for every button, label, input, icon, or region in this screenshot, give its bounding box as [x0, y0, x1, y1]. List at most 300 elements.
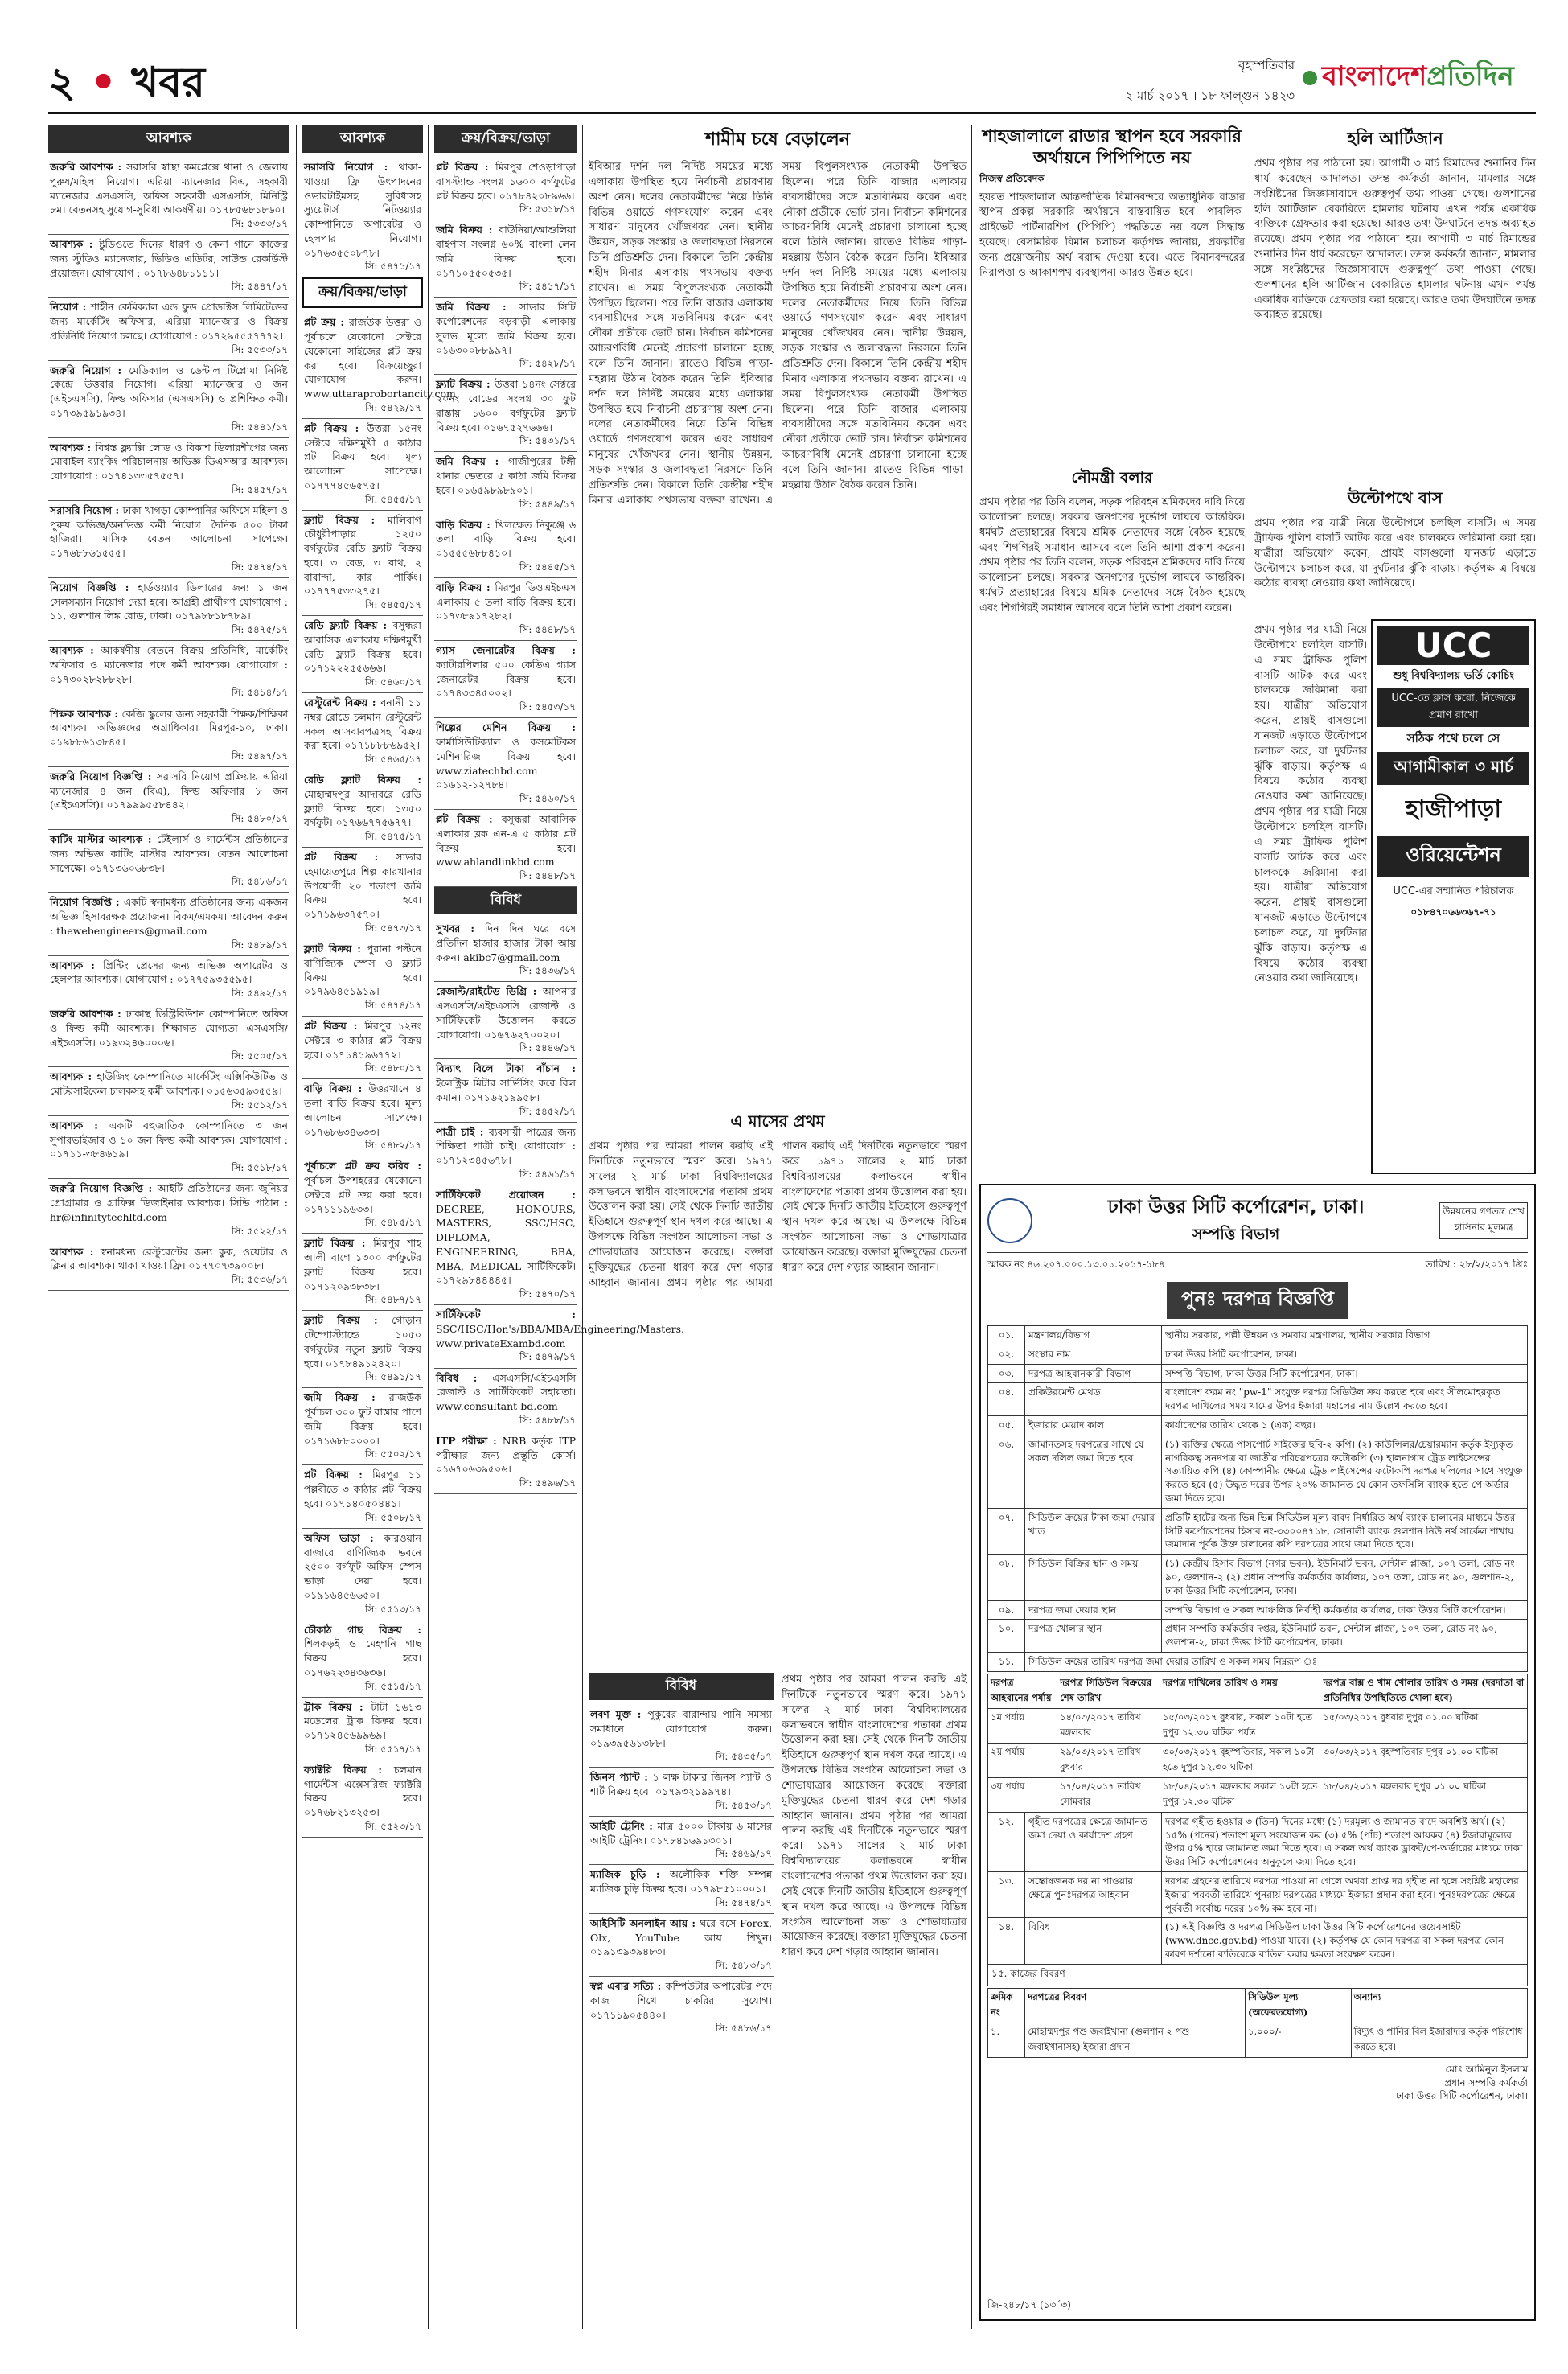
ad-code: সি: ৫৪৬১/১৭	[519, 1168, 576, 1180]
ad-lead: বাড়ি বিক্রয় :	[304, 1082, 369, 1095]
ad-lead: আইসিটি অনলাইন আয় :	[590, 1916, 700, 1929]
classified-column-1	[48, 125, 289, 2329]
ad-lead: নিয়োগ বিজ্ঞপ্তি :	[50, 896, 124, 909]
ad-code: সি: ৫৪৭৪/১৭	[364, 1000, 421, 1011]
ad-text: বাউনিয়া/আশুলিয়া বাইপাস সংলগ্ন ৬০% বাংলা লেন জমি বিক্রয় হবে। ০১৭১০৫৫০৫৩৫।	[436, 224, 576, 279]
masthead-day: বৃহস্পতিবার	[1238, 58, 1295, 72]
ad-lead: জিনস প্যান্ট :	[590, 1771, 653, 1784]
ad-lead: রেস্টুরেন্ট বিক্রয় :	[304, 696, 381, 709]
section-header: ক্রয়/বিক্রয়/ভাড়া	[302, 277, 423, 308]
memo-number: স্মারক নং ৪৬.২০৭.০০০.১৩.০১.২০১৭-১৮৪	[987, 1259, 1165, 1270]
classified-ad	[48, 1067, 289, 1116]
ad-code: সি: ৫৫১৭/১৭	[364, 1743, 421, 1755]
ad-lead: আবশ্যক :	[50, 441, 96, 454]
news-first	[589, 1110, 967, 1665]
ad-text: মেডিক্যাল ও ডেন্টাল টিপ্লোমা নির্দিষ্ট কেন্দ্রে উত্তরার নিয়োগ। এরিয়া ম্যানেজার ও জন (এইচএসসি), ফিল্ড অফিসার (এসএসসি) ও প্রশিক্ষিত কর্মী। ০১৭৩৯৫৯১৯৩৪।	[50, 363, 288, 419]
ad-code: সি: ৫৪৭৫/১৭	[364, 831, 421, 843]
news-lead	[589, 125, 967, 1099]
article-body: প্রথম পৃষ্ঠার পর যাত্রী নিয়ে উল্টোপথে চলছিল বাসটি। এ সময় ট্রাফিক পুলিশ বাসটি আটক করে এবং চালককে জরিমানা করা হয়। যাত্রীরা অভিযোগ করেন, প্রায়ই বাসগুলো যানজট এড়াতে উল্টোপথে চলাচল করে, যা দুর্ঘটনার ঝুঁকি বাড়ায়। কর্তৃপক্ষ এ বিষয়ে কঠোর ব্যবস্থা নেওয়ার কথা জানিয়েছে। প্রথম পৃষ্ঠার পর যাত্রী নিয়ে উল্টোপথে চলছিল বাসটি। এ সময় ট্রাফিক পুলিশ বাসটি আটক করে এবং চালককে জরিমানা করা হয়। যাত্রীরা অভিযোগ করেন, প্রায়ই বাসগুলো যানজট এড়াতে উল্টোপথে চলাচল করে, যা দুর্ঘটনার ঝুঁকি বাড়ায়। কর্তৃপক্ষ এ বিষয়ে কঠোর ব্যবস্থা নেওয়ার কথা জানিয়েছে।	[1254, 624, 1367, 985]
ad-lead: আবশ্যক :	[50, 1119, 109, 1132]
ad-lead: জরুরি নিয়োগ :	[50, 363, 129, 376]
ad-code: সি: ৫৪৮০/১৭	[231, 813, 288, 825]
table-header-row: ক্রমিক নং দরপত্রের বিবরণ সিডিউল মূল্য (অফেরতযোগ্য) অন্যান্য	[988, 1988, 1528, 2023]
ad-text: NRB কর্তৃক ITP পরীক্ষার জন্য প্রস্তুতি কোর্স। ০১৬৭০৬৩৯৫০৬।	[436, 1434, 576, 1476]
classified-ad	[302, 1465, 423, 1528]
ad-code: সি: ৫৪৭৯/১৭	[519, 1351, 576, 1363]
ad-text: পুরানা পল্টনে বাণিজ্যিক স্পেস ও ফ্ল্যাট বিক্রয় হবে। ০১৭৯৬৪৫১৯১৯।	[304, 943, 421, 998]
ad-lead: জমি বিক্রয় :	[436, 455, 509, 468]
table-row: ৩য় পর্যায় ১৭/০৪/২০১৭ তারিখ সোমবার ১৮/০৪/২০১৭ মঙ্গলবার সকাল ১০টা হতে দুপুর ১২.৩০ ঘটিকা ১৮/০৪/২০১৭ মঙ্গলবার দুপুর ০১.০০ ঘটিকা	[988, 1777, 1528, 1812]
tender-row: ১০. দরপত্র খোলার স্থান প্রধান সম্পত্তি কর্মকর্তার দপ্তর, ইউনিমার্ট ভবন, সেন্টাল প্লাজা, ১০৭ তলা, রোড নং ৯০, গুলশান-২, ঢাকা উত্তর সিটি কর্পোরেশন, ঢাকা।	[988, 1620, 1528, 1653]
news-first-continued	[782, 1673, 967, 2316]
ad-lead: জরুরি নিয়োগ বিজ্ঞপ্তি :	[50, 1182, 158, 1195]
ad-lead: লবণ মুক্ত :	[590, 1708, 648, 1720]
ad-text: মিরপুর ডিওএইচএস এলাকায় ৫ তলা বাড়ি বিক্রয় হবে। ০১৭৩৮৯১৭২৮২।	[436, 581, 576, 622]
ad-text: গোড়ান টেম্পোস্ট্যান্ডে ১০৫০ বর্গফুটের নতুন ফ্ল্যাট বিক্রয় হবে। ০১৭৮৪৯১২৪২০।	[304, 1314, 421, 1370]
ad-lead: জরুরি আবশ্যক :	[50, 1008, 126, 1021]
classified-ad	[48, 641, 289, 704]
ad-text: প্রিন্টিং প্রেসের জন্য অভিজ্ঞ অপারেটর ও হেলপার আবশ্যক। যোগাযোগ : ০১৭৭৫৯৩৫৫৯৫।	[50, 959, 288, 986]
ad-text: এসএসসি/এইচএসসি রেজাল্ট ও সার্টিফিকেট সহায়তা। www.consultant-bd.com	[436, 1371, 576, 1412]
ad-lead: সরাসরি নিয়োগ :	[50, 503, 123, 516]
ad-lead: পাত্রী চাই :	[436, 1125, 489, 1138]
ad-code: সি: ৫৪২৯/১৭	[364, 401, 421, 413]
article-body: প্রথম পৃষ্ঠার পর আমরা পালন করছি এই দিনটিকে নতুনভাবে স্মরণ করে। ১৯৭১ সালের ২ মার্চ ঢাকা বিশ্ববিদ্যালয়ের কলাভবনে স্বাধীন বাংলাদেশের পতাকা প্রথম উত্তোলন করা হয়। সেই থেকে দিনটি জাতীয় ইতিহাসে গুরুত্বপূর্ণ স্থান দখল করে আছে। এ উপলক্ষে বিভিন্ন সংগঠন আলোচনা সভা ও শোভাযাত্রার আয়োজন করেছে। বক্তারা মুক্তিযুদ্ধের চেতনা ধারণ করে দেশ গড়ার আহ্বান জানান। প্রথম পৃষ্ঠার পর আমরা পালন করছি এই দিনটিকে নতুনভাবে স্মরণ করে। ১৯৭১ সালের ২ মার্চ ঢাকা বিশ্ববিদ্যালয়ের কলাভবনে স্বাধীন বাংলাদেশের পতাকা প্রথম উত্তোলন করা হয়। সেই থেকে দিনটি জাতীয় ইতিহাসে গুরুত্বপূর্ণ স্থান দখল করে আছে। এ উপলক্ষে বিভিন্ন সংগঠন আলোচনা সভা ও শোভাযাত্রার আয়োজন করেছে। বক্তারা মুক্তিযুদ্ধের চেতনা ধারণ করে দেশ গড়ার আহ্বান জানান।	[782, 1674, 967, 1959]
classified-ad	[302, 616, 423, 693]
ad-text: টেইলার্স ও গার্মেন্টস প্রতিষ্ঠানের জন্য অভিজ্ঞ কাটিং মাস্টার আবশ্যক। বেতন আলোচনা সাপেক্ষে। ০১৭১৩৬০৬৮৩৮।	[50, 833, 288, 874]
classified-ad	[302, 158, 423, 277]
article-body: হযরত শাহজালাল আন্তর্জাতিক বিমানবন্দরে অত্যাধুনিক রাডার স্থাপন প্রকল্প সরকারি অর্থায়নে বাস্তবায়িত হবে। পাবলিক-প্রাইভেট পার্টনারশিপ (পিপিপি) পদ্ধতিতে নয় বলে সিদ্ধান্ত হয়েছে। বেসামরিক বিমান চলাচল কর্তৃপক্ষ জানায়, প্রকল্পটির জন্য প্রয়োজনীয় অর্থ বরাদ্দ দেওয়া হবে। এতে বিমানবন্দরের নিরাপত্তা ও আকাশপথ ব্যবস্থাপনা আরও উন্নত হবে।	[979, 191, 1245, 279]
classified-ad	[434, 515, 577, 578]
ad-text: দিন দিন ঘরে বসে প্রতিদিন হাজার হাজার টাকা আয় করুন। akibc7@gmail.com	[436, 922, 576, 963]
classified-ad	[434, 810, 577, 887]
ad-text: একটি বহুজাতিক কোম্পানিতে ৩ জন সুপারভাইজার ও ১০ জন ফিল্ড কর্মী আবশ্যক। যোগাযোগ : ০১৭১১-৩৮৪৬১৯।	[50, 1119, 289, 1160]
table-header-row: দরপত্র আহবানের পর্যায় দরপত্র সিডিউল বিক্রয়ের শেষ তারিখ দরপত্র দাখিলের তারিখ ও সময় দরপত্র বাক্স ও খাম খোলার তারিখ ও সময় (দরদাতা বা প্রতিনিধির উপস্থিতিতে খোলা হবে)	[988, 1674, 1528, 1708]
classified-ad	[434, 1059, 577, 1122]
ad-text: বনানী ১১ নম্বর রোডে চলমান রেস্টুরেন্ট সকল আসবাবপত্রসহ বিক্রয় করা হবে। ০১৭১৮৮৮৬৯৫২।	[304, 696, 422, 752]
ad-text: মোহাম্মদপুর আদাবরে রেডি ফ্ল্যাট বিক্রয় হবে। ১৩৫০ বর্গফুট। ০১৭৬৬৭৭৫৬৭৭।	[304, 787, 421, 829]
ad-code: সি: ৫৪৮৭/১৭	[364, 1294, 421, 1306]
headline: এ মাসের প্রথম	[730, 1111, 825, 1131]
tender-row: ১২. গৃহীত দরপত্রের ক্ষেত্রে জামানত জমা দেয়া ও কার্যাদেশ গ্রহণ দরপত্র গৃহীত হওয়ার ৩ (তিন) দিনের মধ্যে (১) দরমূল্য ও জামানত বাদে অবশিষ্ট অর্থ। (২) ১৫% (পনের) শতাংশ মূল্য সংযোজন কর (৩) ৫% (পাঁচ) শতাংশ আয়কর (৪) ইজারামূল্যের উপর ৫% হারে জামানত জমা দিতে হবে। এ সকল অর্থ ব্যাংক ড্রাফট/পে-অর্ডারের মাধ্যমে ঢাকা উত্তর সিটি কর্পোরেশনের অনুকূলে জমা দিতে হবে।	[988, 1812, 1528, 1871]
classified-ad	[302, 1760, 423, 1838]
classified-ad	[434, 298, 577, 375]
ad-lead: রেডি ফ্ল্যাট বিক্রয় :	[304, 619, 393, 632]
section-header: বিবিধ	[589, 1673, 774, 1700]
ad-lead: ফ্যাক্টরি বিক্রয় :	[304, 1763, 394, 1776]
ad-lead: আবশ্যক :	[50, 959, 103, 971]
ad-code: সি: ৫৪৫৫/১৭	[365, 493, 421, 505]
ad-code: সি: ৫৪৯১/১৭	[365, 1371, 421, 1383]
tender-table	[987, 1325, 1528, 1653]
ad-code: সি: ৫৪৩৬/১৭	[519, 965, 576, 977]
table-row: ১ম পর্যায় ১৪/০৩/২০১৭ তারিখ মঙ্গলবার ১৫/০৩/২০১৭ বুধবার, সকাল ১০টা হতে দুপুর ১২.৩০ ঘটিকা পর্যন্ত ১৫/০৩/২০১৭ বুধবার দুপুর ০১.০০ ঘটিকা	[988, 1708, 1528, 1743]
ad-lead: ITP পরীক্ষা :	[436, 1434, 503, 1447]
tender-row: ১৩. সন্তোষজনক দর না পাওয়ার ক্ষেত্রে পুনঃদরপত্র আহবান দরপত্র গ্রহণের তারিখে দরপত্র পাওয়া না গেলে অথবা প্রাপ্ত দর গৃহীত না হলে সংশ্লিষ্ট মহালের ইজারা পরবর্তী তারিখে পুনরায় দরপত্রের মাধ্যমে ইজারা প্রদান করা হবে। পুনঃদরপত্রের ক্ষেত্রে পূর্ববর্তী সর্বোচ্চ দরের ১০% কম হবে না।	[988, 1871, 1528, 1917]
ad-code: সি: ৫৫১৩/১৭	[364, 1603, 421, 1615]
ad-code: সি: ৫৪৮৩/১৭	[715, 1960, 772, 1972]
ad-lead: আইটি ট্রেনিং :	[590, 1819, 658, 1832]
classified-ad	[302, 1234, 423, 1311]
ad-code: সি: ৫৪৮০/১৭	[364, 1062, 421, 1074]
classified-ad	[434, 1123, 577, 1185]
classified-ad	[302, 1620, 423, 1698]
news-holi	[1254, 125, 1536, 479]
table-row: ২য় পর্যায় ২৯/০৩/২০১৭ তারিখ বুধবার ৩০/০৩/২০১৭ বৃহস্পতিবার, সকাল ১০টা হতে দুপুর ১২.৩০ ঘটিকা ৩০/০৩/২০১৭ বৃহস্পতিবার দুপুর ০১.০০ ঘটিকা	[988, 1743, 1528, 1777]
ad-code: সি: ৫৪৪১/১৭	[232, 421, 288, 433]
ad-code: সি: ৫৪৮৫/১৭	[365, 1217, 421, 1229]
ad-text: গাজীপুরের টঙ্গী থানার ভেতরে ৫ কাঠা জমি বিক্রয় হবে। ০১৬৫৯৮৯৮৯০১।	[436, 455, 576, 496]
tender-notice: ঢাকা উত্তর সিটি কর্পোরেশন, ঢাকা। সম্পত্তি বিভাগ উন্নয়নের গণতন্ত্র শেখ হাসিনার মূলমন্ত্র স্মারক নং ৪৬.২০৭.০০০.১৩.০১.২০১৭-১৮৪ তারিখ : ২৮/২/২০১৭ খ্রিঃ পুনঃ দরপত্র বিজ্ঞপ্তি ০১. মন্ত্রণালয়/বিভাগ স্থানীয় সরকার, পল্লী উন্নয়ন ও সমবায় মন্ত্রণালয়, স্থানীয় সরকার বিভাগ ০২. সংস্থার নাম ঢাকা উত্তর সিটি কর্পোরেশন, ঢাকা। ০৩. দরপত্র আহবানকারী বিভাগ সম্পত্তি বিভাগ, ঢাকা উত্তর সিটি কর্পোরেশন, ঢাকা। ০৪. প্রকিউরমেন্ট মেথড বাংলাদেশ ফরম নং "pw-1" সংযুক্ত দরপত্র সিডিউল ক্রয় করতে হবে এবং সীলমোহরকৃত দরপত্র দাখিলের সময় খামের উপর ইজারা মহালের নাম উল্লেখ করতে হবে। ০৫. ইজারার মেয়াদ কাল কার্যাদেশের তারিখ থেকে ১ (এক) বছর। ০৬. জামানতসহ দরপত্রের সাথে যে সকল দলিল জমা দিতে হবে (১) ব্যক্তির ক্ষেত্রে পাসপোর্ট সাইজের ছবি-২ কপি। (২) কাউন্সিলর/চেয়ারম্যান কর্তৃক ইস্যুকৃত নাগরিকত্ব সনদপত্র বা জাতীয় পরিচয়পত্রের ফটোকপি (৩) হালনাগাদ ট্রেড লাইসেন্সের সত্যায়িত কপি (৪) কোম্পানীর ক্ষেত্রে ট্রেড লাইসেন্সের ফটোকপি দরপত্র দলিলের সাথে সংযুক্ত করতে হবে (৫) উদ্ধৃত দরের উপর ২০% জামানত যে কোন তফসিলি ব্যাংক হতে পে-অর্ডার জমা দিতে হবে। ০৭. সিডিউল ক্রয়ের টাকা জমা দেয়ার খাত প্রতিটি হাটের জন্য ভিন্ন ভিন্ন সিডিউল মূল্য বাবদ নির্ধারিত অর্থ ব্যাংক চালানের মাধ্যমে উত্তর সিটি কর্পোরেশনের হিসাব নং-৩৩০০৪৭১৮, সোনালী ব্যাংক গুলশান নিউ নর্থ সার্কেল শাখায় জমাদান পূর্বক উক্ত চালানের কপি দরপত্রের সাথে জমা দিতে হবে। ০৮. সিডিউল বিক্রির স্থান ও সময় (১) কেন্দ্রীয় হিসাব বিভাগ (নগর ভবন), ইউনিমার্ট ভবন, সেন্টাল প্লাজা, ১০৭ তলা, রোড নং ৯০, গুলশান-২ (২) প্রধান সম্পত্তি কর্মকর্তার কার্যালয়, ১০৭ তলা, রোড নং ৯০, গুলশান-২, ঢাকা উত্তর সিটি কর্পোরেশন, ঢাকা। ০৯. দরপত্র জমা দেয়ার স্থান সম্পত্তি বিভাগ ও সকল আঞ্চলিক নির্বাহী কর্মকর্তার কার্যালয়, ঢাকা উত্তর সিটি কর্পোরেশন। ১০. দরপত্র খোলার স্থান প্রধান সম্পত্তি কর্মকর্তার দপ্তর, ইউনিমার্ট ভবন, সেন্টাল প্লাজা, ১০৭ তলা, রোড নং ৯০, গুলশান-২, ঢাকা উত্তর সিটি কর্পোরেশন, ঢাকা। ১১. সিডিউল ক্রয়ের তারিখ দরপত্র জমা দেয়ার তারিখ ও সকল সময় নিম্নরূপ ঃ দরপত্র আহবানের পর্যায় দরপত্র সিডিউল বিক্রয়ের শেষ তারিখ দরপত্র দাখিলের তারিখ ও সময় দরপত্র বাক্স ও খাম খোলার তারিখ ও সময় (দরদাতা বা প্রতিনিধির উপস্থিতিতে খোলা হবে) ১ম পর্যায় ১৪/০৩/২০১৭ তারিখ মঙ্গলবার ১৫/০৩/২০১৭ বুধবার, সকাল ১০টা হতে দুপুর ১২.৩০ ঘটিকা পর্যন্ত ১৫/০৩/২০১৭ বুধবার দুপুর ০১.০০ ঘটিকা ২য় পর্যায় ২৯/০৩/২০১৭ তারিখ বুধবার ৩০/০৩/২০১৭ বৃহস্পতিবার, সকাল ১০টা হতে দুপুর ১২.৩০ ঘটিকা ৩০/০৩/২০১৭ বৃহস্পতিবার দুপুর ০১.০০ ঘটিকা ৩য় পর্যায় ১৭/০৪/২০১৭ তারিখ সোমবার ১৮/০৪/২০১৭ মঙ্গলবার সকাল ১০টা হতে দুপুর ১২.৩০ ঘটিকা ১৮/০৪/২০১৭ মঙ্গলবার দুপুর ০১.০০ ঘটিকা ১২. গৃহীত দরপত্রের ক্ষেত্রে জামানত জমা দেয়া ও কার্যাদেশ গ্রহণ দরপত্র গৃহীত হওয়ার ৩ (তিন) দিনের মধ্যে (১) দরমূল্য ও জামানত বাদে অবশিষ্ট অর্থ। (২) ১৫% (পনের) শতাংশ মূল্য সংযোজন কর (৩) ৫% (পাঁচ) শতাংশ আয়কর (৪) ইজারামূল্যের উপর ৫% হারে জামানত জমা দিতে হবে। এ সকল অর্থ ব্যাংক ড্রাফট/পে-অর্ডারের মাধ্যমে ঢাকা উত্তর সিটি কর্পোরেশনের অনুকূলে জমা দিতে হবে। ১৩. সন্তোষজনক দর না পাওয়ার ক্ষেত্রে পুনঃদরপত্র আহবান দরপত্র গ্রহণের তারিখে দরপত্র পাওয়া না গেলে অথবা প্রাপ্ত দর গৃহীত না হলে সংশ্লিষ্ট মহালের ইজারা পরবর্তী তারিখে পুনরায় দরপত্রের মাধ্যমে ইজারা প্রদান করা হবে। পুনঃদরপত্রের ক্ষেত্রে পূর্ববর্তী সর্বোচ্চ দরের ১০% কম হবে না। ১৪. বিবিধ (১) এই বিজ্ঞপ্তি ও দরপত্র সিডিউল ঢাকা উত্তর সিটি কর্পোরেশনের ওয়েবসাইট (www.dncc.gov.bd) পাওয়া যাবে। (২) কর্তৃপক্ষ যে কোন দরপত্র বা সকল দরপত্র কোন কারণ দর্শানো ব্যতিরেকে বাতিল করার ক্ষমতা সংরক্ষণ করেন। ১৫. কাজের বিবরণ ক্রমিক নং দরপত্রের বিবরণ সিডিউল মূল্য (অফেরতযোগ্য) অন্যান্য ১. মোহাম্মদপুর পশু জবাইখানা (গুলশান ২ পশু জবাইখানাসহ) ইজারা প্রদান ১,০০০/- বিদ্যুৎ ও পানির বিল ইজারাদার কর্তৃক পরিশোধ করতে হবে। মোঃ আমিনুল ইসলাম প্রধান সম্পত্তি কর্মকর্তা ঢাকা উত্তর সিটি কর্পোরেশন, ঢাকা। জি-২৪৮/১৭ (১৩´৩)	[979, 1184, 1536, 2321]
classified-ad	[434, 1185, 577, 1305]
headline: শামীম চষে বেড়ালেন	[705, 129, 850, 150]
ad-text: পূর্বাচল উপশহরের যেকোনো সেক্টরে প্লট ক্রয় করা হবে। ০১৭১১১৯৬৩৩।	[304, 1174, 421, 1215]
ad-text: মিরপুর শাহ আলী বাগে ১৩০০ বর্গফুটের ফ্ল্যাট বিক্রয় হবে। ০১৭১২০৯৩৮৩৮।	[304, 1237, 421, 1292]
ucc-logo: UCC	[1377, 626, 1529, 665]
classified-ad	[48, 235, 289, 298]
ad-lead: সরাসরি নিয়োগ :	[304, 161, 399, 173]
section-name: খবর	[131, 59, 205, 107]
classified-ad	[434, 919, 577, 982]
ad-code: সি: ৫৪৫৭/১৭	[231, 483, 288, 495]
newspaper-logo: বাংলাদেশ প্রতিদিন	[1303, 50, 1536, 106]
ad-code: সি: ৫৪২৮/১৭	[519, 358, 576, 370]
ad-code: সি: ৫৫০৫/১৭	[231, 1050, 288, 1062]
news-radar	[979, 125, 1245, 463]
ad-code: সি: ৫৪৪৬/১৭	[519, 1042, 576, 1054]
ad-code: সি: ৫৪৬৫/১৭	[364, 754, 421, 766]
ucc-advertisement: UCC শুধু বিশ্ববিদ্যালয় ভর্তি কোচিং UCC-তে ক্লাস করো, নিজেকে প্রমাণ রাখো সঠিক পথে চলে সে আগামীকাল ৩ মার্চ হাজীপাড়া ওরিয়েন্টেশন UCC-এর সম্মানিত পরিচালক ০১৮৪৭০৬৬৩৬৭-৭১	[1371, 619, 1536, 1174]
ad-text: কারওয়ান বাজারে বাণিজ্যিক ভবনে ২৫০০ বর্গফুট অফিস স্পেস ভাড়া দেয়া হবে। ০১৯১৬৪৫৬৬৫০।	[304, 1531, 421, 1601]
ad-text: টাটা ১৬১৩ মডেলের ট্রাক বিক্রয় হবে। ০১৭১২৪৫৬৯৯৬৯।	[304, 1700, 422, 1742]
misc-classifieds	[589, 1673, 774, 2316]
ad-lead: জমি বিক্রয় :	[436, 224, 499, 236]
ad-lead: জরুরি আবশ্যক :	[50, 161, 127, 173]
classified-column-2	[302, 125, 456, 2329]
classified-ad	[48, 1179, 289, 1242]
ad-text: থাকা-খাওয়া ফ্রি উৎপাদনের ওভারটাইমসহ সুবিধাসহ স্যুয়েটার্স নিটওয়্যার কোম্পানিতে অপারেটর ও হেলপার নিয়োগ। ০১৭৬৩৫৫০৮৭৮।	[304, 161, 421, 259]
ad-code: সি: ৫৪৪৯/১৭	[519, 498, 576, 510]
ad-code: জি-২৪৮/১৭ (১৩´৩)	[987, 2299, 1071, 2310]
ad-lead: প্লট বিক্রয় :	[436, 161, 496, 173]
ad-code: সি: ৫৪৪৮/১৭	[519, 870, 576, 882]
ad-lead: রেডি ফ্ল্যাট বিক্রয় :	[304, 774, 421, 787]
classified-ad	[48, 438, 289, 501]
ad-text: উত্তরা ১৪নং সেক্টরে ২০নং রোডের সংলগ্ন ৩০ ফুট রাস্তায় ১৬০০ বর্গফুটের ফ্ল্যাট বিক্রয় হবে। ০১৬৭৫২৭৬৬৬।	[436, 378, 576, 433]
ad-code: সি: ৫৪৭৪/১৭	[231, 561, 288, 573]
ad-lead: নিয়োগ বিজ্ঞপ্তি :	[50, 581, 138, 594]
tender-row: ০৪. প্রকিউরমেন্ট মেথড বাংলাদেশ ফরম নং "pw-1" সংযুক্ত দরপত্র সিডিউল ক্রয় করতে হবে এবং সীলমোহরকৃত দরপত্র দাখিলের সময় খামের উপর ইজারা মহালের নাম উল্লেখ করতে হবে।	[988, 1383, 1528, 1416]
ad-code: সি: ৫৪৭৫/১৭	[231, 624, 288, 636]
ad-text: ষ্টুডিওতে দিনের ধারণ ও কেনা গানে কাজের জন্য স্টুডিও ম্যানেজার, ভিডিও এডিটর, সাউন্ড রেকর্ডিস্ট প্রয়োজন। যোগাযোগ : ০১৭৮৬৪৮১১১১।	[50, 238, 288, 279]
tender-row: ০১. মন্ত্রণালয়/বিভাগ স্থানীয় সরকার, পল্লী উন্নয়ন ও সমবায় মন্ত্রণালয়, স্থানীয় সরকার বিভাগ	[988, 1326, 1528, 1345]
ad-lead: আবশ্যক :	[50, 644, 101, 657]
classified-ad	[302, 1079, 423, 1156]
ucc-phone: ০১৮৪৭০৬৬৩৬৭-৭১	[1410, 906, 1496, 918]
tender-row: ০৭. সিডিউল ক্রয়ের টাকা জমা দেয়ার খাত প্রতিটি হাটের জন্য ভিন্ন ভিন্ন সিডিউল মূল্য বাবদ নির্ধারিত অর্থ ব্যাংক চালানের মাধ্যমে উত্তর সিটি কর্পোরেশনের হিসাব নং-৩৩০০৪৭১৮, সোনালী ব্যাংক গুলশান নিউ নর্থ সার্কেল শাখায় জমাদান পূর্বক উক্ত চালানের কপি দরপত্রের সাথে জমা দিতে হবে।	[988, 1508, 1528, 1554]
classified-ad	[48, 158, 289, 235]
ad-lead: ট্রাক বিক্রয় :	[304, 1700, 371, 1713]
classified-ad	[434, 641, 577, 718]
ad-code: সি: ৫৪১৪/১৭	[232, 687, 288, 699]
ad-lead: শিক্ষক আবশ্যক :	[50, 707, 122, 720]
ad-text: SSC/HSC/Hon's/BBA/MBA/Engineering/Masters. www.privateExambd.com	[436, 1322, 685, 1349]
classified-ad	[48, 1242, 289, 1292]
headline: উল্টোপথে বাস	[1348, 488, 1443, 507]
classified-ad	[48, 298, 289, 360]
ad-text: মাত্র ৫০০০ টাকায় ৬ মাসের আইটি ট্রেনিং। ০১৭৮৪১৬৯১৩০১।	[590, 1819, 773, 1846]
ad-lead: আবশ্যক :	[50, 238, 99, 251]
ad-code: সি: ৫৪৭৪/১৭	[715, 1896, 772, 1908]
ad-lead: স্বপ্ন এবার সত্যি :	[590, 1980, 666, 1993]
dept-name: সম্পত্তি বিভাগ	[1192, 1226, 1280, 1243]
ad-lead: নিয়োগ :	[50, 301, 91, 314]
ad-lead: শিল্পের মেশিন বিক্রয় :	[436, 721, 576, 734]
ad-code: সি: ৫৫২৩/১৭	[364, 1820, 421, 1832]
classified-ad	[589, 1865, 774, 1914]
ad-code: সি: ৫৫১২/১৭	[231, 1099, 288, 1111]
notice-title: পুনঃ দরপত্র বিজ্ঞপ্তি	[1167, 1282, 1348, 1319]
ad-code: সি: ৫৪৯৭/১৭	[231, 750, 288, 762]
tender-row: ০৫. ইজারার মেয়াদ কাল কার্যাদেশের তারিখ থেকে ১ (এক) বছর।	[988, 1415, 1528, 1435]
news-bus-continued	[1254, 623, 1367, 1170]
ad-lead: কাটিং মাস্টার আবশ্যক :	[50, 833, 158, 846]
ad-lead: ফ্ল্যাট বিক্রয় :	[304, 1314, 392, 1327]
ad-code: সি: ৫৪৪৮/১৭	[519, 624, 576, 636]
news-bus	[1254, 487, 1536, 615]
news-minister	[979, 466, 1245, 1174]
ad-lead: ফ্ল্যাট বিক্রয় :	[304, 943, 367, 955]
classified-ad	[589, 1817, 774, 1866]
article-body: প্রথম পৃষ্ঠার পর আমরা পালন করছি এই দিনটিকে নতুনভাবে স্মরণ করে। ১৯৭১ সালের ২ মার্চ ঢাকা বিশ্ববিদ্যালয়ের কলাভবনে স্বাধীন বাংলাদেশের পতাকা প্রথম উত্তোলন করা হয়। সেই থেকে দিনটি জাতীয় ইতিহাসে গুরুত্বপূর্ণ স্থান দখল করে আছে। এ উপলক্ষে বিভিন্ন সংগঠন আলোচনা সভা ও শোভাযাত্রার আয়োজন করেছে। বক্তারা মুক্তিযুদ্ধের চেতনা ধারণ করে দেশ গড়ার আহ্বান জানান। প্রথম পৃষ্ঠার পর আমরা পালন করছি এই দিনটিকে নতুনভাবে স্মরণ করে। ১৯৭১ সালের ২ মার্চ ঢাকা বিশ্ববিদ্যালয়ের কলাভবনে স্বাধীন বাংলাদেশের পতাকা প্রথম উত্তোলন করা হয়। সেই থেকে দিনটি জাতীয় ইতিহাসে গুরুত্বপূর্ণ স্থান দখল করে আছে। এ উপলক্ষে বিভিন্ন সংগঠন আলোচনা সভা ও শোভাযাত্রার আয়োজন করেছে। বক্তারা মুক্তিযুদ্ধের চেতনা ধারণ করে দেশ গড়ার আহ্বান জানান।	[589, 1140, 967, 1289]
classified-ad	[302, 1698, 423, 1760]
ad-text: চলমান গার্মেন্টস এক্সেসরিজ ফ্যাক্টরি বিক্রয় হবে। ০১৭৬৮২১৩২৫৩।	[304, 1763, 421, 1819]
ad-lead: চৌকাঠ গাছ বিক্রয় :	[304, 1623, 421, 1636]
classified-ad	[302, 1156, 423, 1234]
ad-code: সি: ৫৪৪৭/১৭	[231, 281, 288, 293]
classified-ad	[302, 1388, 423, 1465]
masthead	[48, 50, 1536, 114]
classified-ad	[434, 1431, 577, 1494]
ad-text: বসুন্ধরা আবাসিক এলাকার ব্লক এন-এ ৫ কাঠার প্লট বিক্রয় হবে। www.ahlandlinkbd.com	[436, 813, 576, 869]
ad-code: সি: ৫৫০৮/১৭	[364, 1511, 421, 1523]
article-body: প্রথম পৃষ্ঠার পর যাত্রী নিয়ে উল্টোপথে চলছিল বাসটি। এ সময় ট্রাফিক পুলিশ বাসটি আটক করে এবং চালককে জরিমানা করা হয়। যাত্রীরা অভিযোগ করেন, প্রায়ই বাসগুলো যানজট এড়াতে উল্টোপথে চলাচল করে, যা দুর্ঘটনার ঝুঁকি বাড়ায়। কর্তৃপক্ষ এ বিষয়ে কঠোর ব্যবস্থা নেওয়ার কথা জানিয়েছে।	[1254, 517, 1536, 590]
tender-row: ১৪. বিবিধ (১) এই বিজ্ঞপ্তি ও দরপত্র সিডিউল ঢাকা উত্তর সিটি কর্পোরেশনের ওয়েবসাইট (www.dncc.gov.bd) পাওয়া যাবে। (২) কর্তৃপক্ষ যে কোন দরপত্র বা সকল দরপত্র কোন কারণ দর্শানো ব্যতিরেকে বাতিল করার ক্ষমতা সংরক্ষণ করেন।	[988, 1918, 1528, 1964]
ad-text: রাজউক পূর্বাচল ৩০০ ফুট রাস্তার পাশে জমি বিক্রয় হবে। ০১৭১৬৮৮০০০০।	[304, 1391, 421, 1447]
classified-ad	[48, 893, 289, 955]
ad-code: সি: ৫৪৮২/১৭	[364, 1140, 421, 1152]
ad-lead: গ্যাস জেনারেটর বিক্রয় :	[436, 644, 576, 657]
tender-row: ০৮. সিডিউল বিক্রির স্থান ও সময় (১) কেন্দ্রীয় হিসাব বিভাগ (নগর ভবন), ইউনিমার্ট ভবন, সেন্টাল প্লাজা, ১০৭ তলা, রোড নং ৯০, গুলশান-২ (২) প্রধান সম্পত্তি কর্মকর্তার কার্যালয়, ১০৭ তলা, রোড নং ৯০, গুলশান-২, ঢাকা উত্তর সিটি কর্পোরেশন, ঢাকা।	[988, 1555, 1528, 1600]
ad-code: সি: ৫৪৪৫/১৭	[519, 561, 576, 573]
classified-ad	[302, 693, 423, 770]
reporter: নিজস্ব প্রতিবেদক	[979, 172, 1045, 184]
section-header: আবশ্যক	[302, 125, 423, 153]
headline: শাহজালালে রাডার স্থাপন হবে সরকারি অর্থায়নে পিপিপিতে নয়	[983, 126, 1242, 168]
ad-text: সাভার হেমায়েতপুরে শিল্প কারখানার উপযোগী ২০ শতাংশ জমি বিক্রয় হবে। ০১৭১৯৬৩৭৫৭০।	[304, 851, 421, 921]
headline: হলি আর্টিজান	[1347, 129, 1443, 148]
classified-ad	[302, 770, 423, 848]
ad-code: সি: ৫৪৩৫/১৭	[715, 1751, 772, 1763]
ad-text: সাভার সিটি কর্পোরেশনের বড়বাড়ী এলাকায় সুলভ মূল্যে জমি বিক্রয় হবে। ০১৬৩০০৮৮৯৯৭।	[436, 301, 576, 356]
ad-text: DEGREE, HONOURS, MASTERS, SSC/HSC, DIPLOMA, ENGINEERING, BBA, MBA, MEDICAL সার্টিফিকেট। ০১৭২৯৮৪৪৪৪৫।	[436, 1202, 576, 1287]
ad-lead: জমি বিক্রয় :	[436, 301, 519, 314]
ad-code: সি: ৫৫১৫/১৭	[365, 1680, 421, 1692]
ad-text: পুকুরের বারান্দায় পানি সমস্যা সমাধানে যোগাযোগ করুন। ০১৯৩৯৫৬১৩৮৮।	[590, 1708, 772, 1749]
section-header: ক্রয়/বিক্রয়/ভাড়া	[434, 125, 577, 153]
ad-text: মিরপুর শেওড়াপাড়া বাসস্ট্যান্ড সংলগ্ন ১৬০০ বর্গফুটের প্লট বিক্রয় হবে। ০১৭৮৪২০৮৯৬৬।	[436, 161, 576, 202]
ad-text: মিরপুর ১১ পল্লবীতে ৩ কাঠার প্লট বিক্রয় হবে। ০১৭১৪০৫০৪৪১।	[304, 1468, 421, 1509]
logo-dot-icon	[1303, 71, 1317, 85]
ad-text: রাজউক উত্তরা ও পূর্বাচলে যেকোনো সেক্টরে যেকোনো সাইজের প্লট ক্রয় করা হবে। বিক্রয়েচ্ছুরা যোগাযোগ করুন। www.uttaraprobortancity.com	[304, 316, 456, 400]
ad-code: সি: ৫৫২২/১৭	[231, 1225, 288, 1237]
tender-row: ০৯. দরপত্র জমা দেয়ার স্থান সম্পত্তি বিভাগ ও সকল আঞ্চলিক নির্বাহী কর্মকর্তার কার্যালয়, ঢাকা উত্তর সিটি কর্পোরেশন।	[988, 1600, 1528, 1620]
ad-text: ঘরে বসে Forex, Olx, YouTube আয় শিখুন। ০১৯১৩৯৩৯৪৮৩।	[590, 1916, 772, 1958]
ad-code: সি: ৫৪৮৮/১৭	[519, 1414, 576, 1426]
schedule-table	[987, 1674, 1528, 1813]
ad-code: সি: ৫৪৭০/১৭	[519, 1288, 576, 1300]
ad-lead: জরুরি নিয়োগ বিজ্ঞপ্তি :	[50, 770, 157, 782]
ad-lead: প্লট বিক্রয় :	[436, 813, 502, 826]
masthead-date: ২ মার্চ ২০১৭ । ১৮ ফাল্গুন ১৪২৩	[1125, 88, 1295, 103]
ad-lead: বাড়ি বিক্রয় :	[436, 518, 495, 531]
classified-ad	[434, 220, 577, 298]
ad-lead: বাড়ি বিক্রয় :	[436, 581, 495, 594]
ad-lead: আবশ্যক :	[50, 1070, 97, 1083]
ad-code: সি: ৫৫১৮/১৭	[232, 1162, 288, 1174]
ad-lead: জমি বিক্রয় :	[304, 1391, 389, 1404]
classified-ad	[302, 511, 423, 617]
ad-text: কম্পিউটার অপারেটর পদে কাজ শিখে চাকরির সুযোগ। ০১৭১১৯০৫৪৪০।	[590, 1980, 772, 2021]
ad-code: সি: ৫৪৯২/১৭	[231, 988, 288, 1000]
ad-lead: প্লট বিক্রয় :	[304, 1020, 365, 1033]
ad-code: সি: ৫৪১৭/১৭	[519, 281, 576, 293]
ad-lead: সুখবর :	[436, 922, 485, 935]
ad-text: কেজি স্কুলের জন্য সহকারী শিক্ষক/শিক্ষিকা আবশ্যক। অভিজ্ঞদের অগ্রাধিকার। মিরপুর-১০, ঢাকা। ০১৯৮৮৬১৩৮৪৫।	[50, 707, 288, 748]
gov-slogan: উন্নয়নের গণতন্ত্র শেখ হাসিনার মূলমন্ত্র	[1439, 1202, 1528, 1239]
memo-date: তারিখ : ২৮/২/২০১৭ খ্রিঃ	[1425, 1259, 1528, 1270]
classified-ad	[48, 1116, 289, 1179]
ad-lead: প্লট ক্রয় :	[304, 316, 350, 329]
ad-text: ঢাকাস্থ ডিস্ট্রিবিউশন কোম্পানিতে অফিস ও ফিল্ড কর্মী আবশ্যক। শিক্ষাগত যোগ্যতা এসএসসি/এইচএসসি। ০১৯৩২৪৬০০০৬।	[50, 1008, 289, 1049]
dncc-seal-icon	[987, 1198, 1032, 1243]
ad-text: বিশ্বস্ত ফ্ল্যাক্সি লোড ও বিকাশ ডিলারশীপের জন্য মোবাইল ব্যাংকিং পরিচালনায় অভিজ্ঞ ডিএসআর আবশ্যক। যোগাযোগ : ০১৭৪১৩৩৫৭৫৫৭।	[50, 441, 288, 483]
ad-text: স্বনামধন্য রেস্টুরেন্টের জন্য কুক, ওয়েটার ও ক্লিনার আবশ্যক। থাকা খাওয়া ফ্রি। ০১৭৭০৭৩৯০০৮।	[50, 1245, 288, 1272]
classified-ad	[302, 1311, 423, 1388]
classified-ad	[589, 1977, 774, 2039]
classified-ad	[48, 578, 289, 641]
tender-row: ০২. সংস্থার নাম ঢাকা উত্তর সিটি কর্পোরেশন, ঢাকা।	[988, 1345, 1528, 1364]
classified-ad	[434, 158, 577, 220]
ad-lead: আবশ্যক :	[50, 1245, 101, 1258]
ad-text: সরাসরি স্বাস্থ্য কমপ্লেক্সে থানা ও জেলায় পুরুষ/মহিলা নিয়োগ। এরিয়া ম্যানেজার বিএ, সহকারী ম্যানেজার এসএসসি, অফিস সহকারী এসএসসি, মিনিস্ট্রি ৮ম। বেতনসহ সুযোগ-সুবিধা আকর্ষণীয়। ০১৭৮৫৬৮১৮৬০।	[50, 161, 289, 216]
tender-row: ০৬. জামানতসহ দরপত্রের সাথে যে সকল দলিল জমা দিতে হবে (১) ব্যক্তির ক্ষেত্রে পাসপোর্ট সাইজের ছবি-২ কপি। (২) কাউন্সিলর/চেয়ারম্যান কর্তৃক ইস্যুকৃত নাগরিকত্ব সনদপত্র বা জাতীয় পরিচয়পত্রের ফটোকপি (৩) হালনাগাদ ট্রেড লাইসেন্সের সত্যায়িত কপি (৪) কোম্পানীর ক্ষেত্রে ট্রেড লাইসেন্সের ফটোকপি দরপত্র দলিলের সাথে সংযুক্ত করতে হবে (৫) উদ্ধৃত দরের উপর ২০% জামানত যে কোন তফসিলি ব্যাংক হতে পে-অর্ডার জমা দিতে হবে।	[988, 1435, 1528, 1508]
ad-text: ঢাকা-খাগড়া কোম্পানির অফিসে মহিলা ও পুরুষ অভিজ্ঞ/অনভিজ্ঞ কর্মী নিয়োগ। দৈনিক ৫০০ টাকা হাজিরা। মাসিক বেতন আলোচনা সাপেক্ষে। ০১৭৬৮৮৬১৫৫৫।	[50, 503, 288, 560]
ad-lead: প্লট বিক্রয় :	[304, 851, 396, 864]
classified-ad	[302, 848, 423, 939]
classified-ad	[434, 375, 577, 452]
ad-lead: প্লট বিক্রয় :	[304, 1468, 373, 1481]
ad-code: সি: ৫৪৯৬/১৭	[519, 1477, 576, 1489]
classified-ad	[48, 501, 289, 578]
ad-code: সি: ৫৪৮৯/১৭	[232, 939, 288, 951]
classified-ad	[48, 767, 289, 830]
classified-ad	[48, 704, 289, 767]
ad-code: সি: ৫৪৭১/১৭	[364, 261, 421, 273]
ad-text: সরাসরি নিয়োগ প্রক্রিয়ায় এরিয়া ম্যানেজার ৪ জন (বিএ), ফিল্ড অফিসার ৮ জন (এইচএসসি)। ০১৭৯৯৯৫৫৮৪৪২।	[50, 770, 288, 811]
work-table	[987, 1988, 1528, 2058]
ad-lead: বিবিধ :	[436, 1371, 493, 1384]
ad-lead: প্লট বিক্রয় :	[304, 421, 367, 434]
ad-lead: বিদ্যাৎ বিলে টাকা বাঁচান :	[436, 1062, 576, 1075]
ad-text: আকর্ষণীয় বেতনে বিক্রয় প্রতিনিধি, মার্কেটিং অফিসার ও ম্যানেজার পদে কর্মী আবশ্যক। যোগাযোগ : ০১৭৩০২৮২৮৮২৮।	[50, 644, 288, 685]
classified-ad	[434, 1305, 685, 1368]
classified-ad	[434, 718, 577, 810]
classified-ad	[48, 830, 289, 893]
classified-ad	[302, 313, 456, 419]
ad-code: সি: ৫৪৬০/১৭	[519, 793, 576, 804]
ad-lead: অফিস ভাড়া :	[304, 1531, 384, 1544]
ad-text: শিলকড়ই ও মেহগনি গাছ বিক্রয় হবে। ০১৭৬২২৩৪৩৬৩৬।	[304, 1637, 421, 1678]
ad-code: সি: ৫৪৭৩/১৭	[364, 922, 421, 934]
ad-text: মিরপুর ১২নং সেক্টরে ৩ কাঠার প্লট বিক্রয় হবে। ০১৭১৪১৯৬৭৭২।	[304, 1020, 421, 1061]
ad-lead: রেজাল্ট/রাইটেড ডিগ্রি :	[436, 985, 543, 998]
table-row: ১. মোহাম্মদপুর পশু জবাইখানা (গুলশান ২ পশু জবাইখানাসহ) ইজারা প্রদান ১,০০০/- বিদ্যুৎ ও পানির বিল ইজারাদার কর্তৃক পরিশোধ করতে হবে।	[988, 2023, 1528, 2057]
ad-text: ফার্মাসিউটিক্যাল ও কসমেটিকস মেশিনারিজ বিক্রয় হবে। www.ziatechbd.com ০১৬১২-১২৭৮৪।	[436, 736, 576, 791]
ad-text: আপনার এসএসসি/এইচএসসি রেজাল্ট ও সার্টিফিকেট উত্তোলন করতে যোগাযোগ। ০১৬৭৬২৭০০২০।	[436, 985, 576, 1041]
classified-ad	[302, 1529, 423, 1620]
ad-code: সি: ৫৪৬৯/১৭	[715, 1848, 772, 1860]
ad-text: ব্যবসায়ী পাত্রের জন্য শিক্ষিতা পাত্রী চাই। যোগাযোগ : ০১৭১২৩৪৫৬৭৮।	[436, 1125, 576, 1167]
article-body: প্রথম পৃষ্ঠার পর তিনি বলেন, সড়ক পরিবহন শ্রমিকদের দাবি নিয়ে আলোচনা চলছে। সরকার জনগণের দুর্ভোগ লাঘবে আন্তরিক। ধর্মঘট প্রত্যাহারের বিষয়ে শ্রমিক নেতাদের সঙ্গে বৈঠক হয়েছে এবং শিগগিরই সমাধান আসবে বলে তিনি আশা প্রকাশ করেন। প্রথম পৃষ্ঠার পর তিনি বলেন, সড়ক পরিবহন শ্রমিকদের দাবি নিয়ে আলোচনা চলছে। সরকার জনগণের দুর্ভোগ লাঘবে আন্তরিক। ধর্মঘট প্রত্যাহারের বিষয়ে শ্রমিক নেতাদের সঙ্গে বৈঠক হয়েছে এবং শিগগিরই সমাধান আসবে বলে তিনি আশা প্রকাশ করেন।	[979, 496, 1245, 614]
ad-code: সি: ৫৩১৮/১৭	[519, 203, 576, 216]
ad-text: মালিবাগ চৌধুরীপাড়ায় ১২৫০ বর্গফুটের রেডি ফ্ল্যাট বিক্রয় হবে। ৩ বেড, ৩ বাথ, ২ বারান্দা, কার পার্কিং। ০১৭৭৭৫৩৩২৭৫।	[304, 513, 421, 598]
ad-code: সি: ৫৫০২/১৭	[364, 1448, 421, 1460]
headline: নৌমন্ত্রী বলার	[1071, 469, 1153, 487]
ad-code: সি: ৫৩৩৩/১৭	[231, 218, 288, 229]
ad-text: খিলক্ষেত নিকুঞ্জে ৬ তলা বাড়ি বিক্রয় হবে। ০১৫৫৫৬৮৮৪১০।	[436, 518, 577, 560]
signature-block: মোঃ আমিনুল ইসলাম প্রধান সম্পত্তি কর্মকর্তা ঢাকা উত্তর সিটি কর্পোরেশন, ঢাকা।	[1395, 2063, 1528, 2102]
ad-lead: পূর্বাচলে প্লট ক্রয় করিব :	[304, 1160, 421, 1173]
ad-lead: ফ্ল্যাট বিক্রয় :	[436, 378, 495, 391]
ad-text: একটি স্বনামধন্য প্রতিষ্ঠানের জন্য একজন অভিজ্ঞ হিসাবরক্ষক প্রয়োজন। বিকম/এমকম। আবেদন করুন : thewebengineers@gmail.com	[50, 896, 288, 937]
ad-code: সি: ৫৪৮৬/১৭	[715, 2023, 772, 2035]
article-body: ইবিআর দর্শন দল নির্দিষ্ট সময়ের মধ্যে এলাকায় উপস্থিত হয়ে নির্বাচনী প্রচারণায় অংশ নেন। দলের নেতাকর্মীদের নিয়ে তিনি বিভিন্ন ওয়ার্ডে গণসংযোগ করেন এবং সাধারণ মানুষের খোঁজখবর নেন। স্থানীয় উন্নয়ন, সড়ক সংস্কার ও জলাবদ্ধতা নিরসনে তিনি প্রতিশ্রুতি দেন। বিকালে তিনি কেন্দ্রীয় শহীদ মিনার এলাকায় পথসভায় বক্তব্য রাখেন। এ সময় বিপুলসংখ্যক নেতাকর্মী উপস্থিত ছিলেন। পরে তিনি বাজার এলাকায় ব্যবসায়ীদের সঙ্গে মতবিনিময় করেন এবং নৌকা প্রতীকে ভোট চান। নির্বাচন কমিশনের আচরণবিধি মেনেই প্রচারণা চালানো হচ্ছে বলে তিনি জানান। রাতেও বিভিন্ন পাড়া-মহল্লায় উঠান বৈঠক করেন তিনি। ইবিআর দর্শন দল নির্দিষ্ট সময়ের মধ্যে এলাকায় উপস্থিত হয়ে নির্বাচনী প্রচারণায় অংশ নেন। দলের নেতাকর্মীদের নিয়ে তিনি বিভিন্ন ওয়ার্ডে গণসংযোগ করেন এবং সাধারণ মানুষের খোঁজখবর নেন। স্থানীয় উন্নয়ন, সড়ক সংস্কার ও জলাবদ্ধতা নিরসনে তিনি প্রতিশ্রুতি দেন। বিকালে তিনি কেন্দ্রীয় শহীদ মিনার এলাকায় পথসভায় বক্তব্য রাখেন। এ সময় বিপুলসংখ্যক নেতাকর্মী উপস্থিত ছিলেন। পরে তিনি বাজার এলাকায় ব্যবসায়ীদের সঙ্গে মতবিনিময় করেন এবং নৌকা প্রতীকে ভোট চান। নির্বাচন কমিশনের আচরণবিধি মেনেই প্রচারণা চালানো হচ্ছে বলে তিনি জানান। রাতেও বিভিন্ন পাড়া-মহল্লায় উঠান বৈঠক করেন তিনি। ইবিআর দর্শন দল নির্দিষ্ট সময়ের মধ্যে এলাকায় উপস্থিত হয়ে নির্বাচনী প্রচারণায় অংশ নেন। দলের নেতাকর্মীদের নিয়ে তিনি বিভিন্ন ওয়ার্ডে গণসংযোগ করেন এবং সাধারণ মানুষের খোঁজখবর নেন। স্থানীয় উন্নয়ন, সড়ক সংস্কার ও জলাবদ্ধতা নিরসনে তিনি প্রতিশ্রুতি দেন। বিকালে তিনি কেন্দ্রীয় শহীদ মিনার এলাকায় পথসভায় বক্তব্য রাখেন। এ সময় বিপুলসংখ্যক নেতাকর্মী উপস্থিত ছিলেন। পরে তিনি বাজার এলাকায় ব্যবসায়ীদের সঙ্গে মতবিনিময় করেন এবং নৌকা প্রতীকে ভোট চান। নির্বাচন কমিশনের আচরণবিধি মেনেই প্রচারণা চালানো হচ্ছে বলে তিনি জানান। রাতেও বিভিন্ন পাড়া-মহল্লায় উঠান বৈঠক করেন তিনি।	[589, 161, 967, 507]
ad-code: সি: ৫৪৮৬/১৭	[231, 876, 288, 888]
page-number: ২ • খবর	[48, 59, 205, 107]
ad-code: সি: ৫৪৫২/১৭	[519, 1105, 576, 1117]
section-header: বিবিধ	[434, 887, 577, 914]
ad-text: বসুন্ধরা আবাসিক এলাকায় দক্ষিণমুখী রেডি ফ্ল্যাট বিক্রয় হবে। ০১৭১২২২৫৫৬৬৬।	[304, 619, 421, 675]
classified-ad	[434, 982, 577, 1059]
ad-code: সি: ৫৪৫৩/১৭	[715, 1799, 772, 1811]
ad-code: সি: ৫৪৫৩/১৭	[519, 701, 576, 713]
ad-text: শাহীন কেমিক্যাল এন্ড ফুড প্রোডাক্টস লিমিটেডের জন্য মার্কেটিং অফিসার, এরিয়া ম্যানেজার ও বিক্রয় প্রতিনিধি নিয়োগ চলছে। যোগাযোগ : ০১৭২৯৫৫৫৭৭৭২।	[50, 301, 288, 342]
classified-ad	[48, 1004, 289, 1067]
classified-ad	[434, 1369, 577, 1431]
tender-row: ০৩. দরপত্র আহবানকারী বিভাগ সম্পত্তি বিভাগ, ঢাকা উত্তর সিটি কর্পোরেশন, ঢাকা।	[988, 1364, 1528, 1383]
ad-text: উত্তরখানে ৪ তলা বাড়ি বিক্রয় হবে। মূল্য আলোচনা সাপেক্ষে। ০১৭৬৮৬৩৪৬৩৩।	[304, 1082, 421, 1138]
classified-ad	[434, 578, 577, 641]
classified-ad	[48, 956, 289, 1005]
section-header: আবশ্যক	[48, 125, 289, 153]
ad-text: ১ লক্ষ টাকার জিনস প্যান্ট ও শার্ট বিক্রয় হবে। ০১৭৯৩২১৯৯৭৪।	[590, 1771, 772, 1798]
ad-lead: ফ্ল্যাট বিক্রয় :	[304, 513, 388, 526]
classified-ad	[589, 1768, 774, 1817]
ad-text: অলৌকিক শক্তি সম্পন্ন ম্যাজিক চুড়ি বিক্রয় হবে। ০১৭৯৮৫১০০০১।	[590, 1868, 772, 1896]
ad-text: ক্যাটারপিলার ৫০০ কেভিএ গ্যাস জেনারেটর বিক্রয় হবে। ০১৭৪৩৩৪৫০০২।	[436, 658, 576, 700]
ad-code: সি: ৫৪৬০/১৭	[364, 676, 421, 688]
